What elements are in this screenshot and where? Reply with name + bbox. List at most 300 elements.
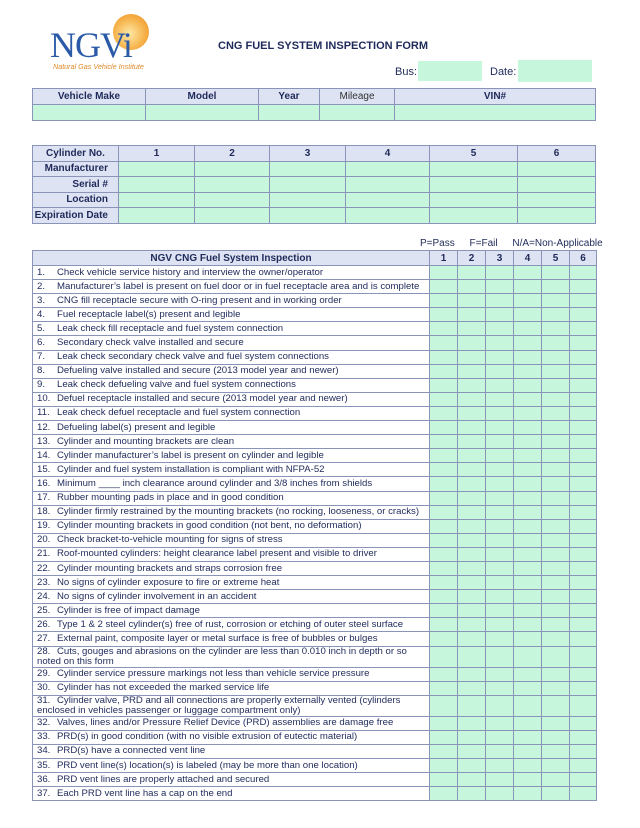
cylinder-cell[interactable] — [270, 177, 346, 193]
cylinder-cell[interactable] — [119, 177, 195, 193]
result-cell[interactable] — [486, 336, 514, 350]
result-cell[interactable] — [430, 435, 458, 449]
manufacturer-row-label: Manufacturer — [33, 161, 119, 177]
result-cell[interactable] — [430, 336, 458, 350]
result-cell[interactable] — [430, 646, 458, 667]
result-cell[interactable] — [430, 759, 458, 773]
result-cell[interactable] — [486, 421, 514, 435]
result-cell[interactable] — [514, 730, 542, 744]
result-cell[interactable] — [542, 590, 570, 604]
result-cell[interactable] — [430, 744, 458, 758]
result-cell[interactable] — [542, 695, 570, 716]
result-cell[interactable] — [570, 392, 597, 406]
result-cell[interactable] — [458, 364, 486, 378]
result-cell[interactable] — [570, 618, 597, 632]
result-cell[interactable] — [486, 773, 514, 787]
result-cell[interactable] — [570, 632, 597, 646]
result-cell[interactable] — [570, 533, 597, 547]
result-cell[interactable] — [430, 547, 458, 561]
result-cell[interactable] — [570, 695, 597, 716]
result-cell[interactable] — [458, 646, 486, 667]
result-cell[interactable] — [542, 730, 570, 744]
result-cell[interactable] — [486, 505, 514, 519]
inspection-item — [33, 336, 430, 350]
result-cell[interactable] — [458, 730, 486, 744]
result-cell[interactable] — [458, 406, 486, 420]
result-cell[interactable] — [430, 681, 458, 695]
result-cell[interactable] — [542, 336, 570, 350]
result-cell[interactable] — [542, 350, 570, 364]
result-cell[interactable] — [458, 449, 486, 463]
result-cell[interactable] — [430, 322, 458, 336]
cylinder-cell[interactable] — [518, 177, 596, 193]
result-cell[interactable] — [486, 266, 514, 280]
cylinder-cell[interactable] — [119, 161, 195, 177]
result-cell[interactable] — [570, 463, 597, 477]
result-cell[interactable] — [430, 280, 458, 294]
result-cell[interactable] — [430, 421, 458, 435]
result-cell[interactable] — [542, 294, 570, 308]
result-cell[interactable] — [514, 646, 542, 667]
result-cell[interactable] — [430, 378, 458, 392]
result-cell[interactable] — [570, 336, 597, 350]
result-cell[interactable] — [514, 322, 542, 336]
result-cell[interactable] — [570, 787, 597, 801]
inspection-row — [33, 533, 597, 547]
result-cell[interactable] — [570, 519, 597, 533]
result-cell[interactable] — [514, 308, 542, 322]
item-label: Leak check defuel receptacle and fuel system connection — [57, 407, 301, 419]
result-cell[interactable] — [570, 590, 597, 604]
result-cell[interactable] — [430, 294, 458, 308]
result-cell[interactable] — [430, 364, 458, 378]
cylinder-cell[interactable] — [195, 208, 270, 224]
item-number: 34. — [37, 745, 51, 757]
result-cell[interactable] — [570, 378, 597, 392]
item-number: 25. — [37, 604, 51, 616]
result-cell[interactable] — [542, 667, 570, 681]
result-cell[interactable] — [514, 280, 542, 294]
bus-input[interactable] — [418, 61, 482, 81]
result-cell[interactable] — [430, 618, 458, 632]
result-cell[interactable] — [430, 695, 458, 716]
year-input[interactable] — [259, 105, 320, 121]
result-cell[interactable] — [458, 590, 486, 604]
result-cell[interactable] — [570, 604, 597, 618]
result-cell[interactable] — [570, 266, 597, 280]
result-cell[interactable] — [486, 449, 514, 463]
result-cell[interactable] — [570, 547, 597, 561]
result-cell[interactable] — [542, 744, 570, 758]
inspection-row — [33, 681, 597, 695]
inspection-item — [33, 378, 430, 392]
result-cell[interactable] — [514, 435, 542, 449]
result-cell[interactable] — [542, 681, 570, 695]
result-cell[interactable] — [486, 378, 514, 392]
result-cell[interactable] — [458, 632, 486, 646]
result-cell[interactable] — [570, 646, 597, 667]
result-cell[interactable] — [486, 294, 514, 308]
result-cell[interactable] — [542, 505, 570, 519]
cylinder-cell[interactable] — [346, 177, 430, 193]
cylinder-cell[interactable] — [430, 177, 518, 193]
result-cell[interactable] — [542, 477, 570, 491]
result-cell[interactable] — [542, 716, 570, 730]
result-cell[interactable] — [542, 491, 570, 505]
cylinder-cell[interactable] — [195, 161, 270, 177]
result-cell[interactable] — [542, 280, 570, 294]
result-cell[interactable] — [486, 632, 514, 646]
result-cell[interactable] — [458, 533, 486, 547]
result-cell[interactable] — [486, 406, 514, 420]
result-cell[interactable] — [514, 561, 542, 575]
result-cell[interactable] — [542, 787, 570, 801]
item-label: Defueling valve installed and secure (2013 model year and newer) — [57, 365, 339, 377]
result-cell[interactable] — [486, 716, 514, 730]
result-cell[interactable] — [570, 773, 597, 787]
cylinder-cell[interactable] — [346, 208, 430, 224]
inspection-row — [33, 576, 597, 590]
logo-text: NGVi — [50, 25, 132, 65]
result-cell[interactable] — [514, 463, 542, 477]
result-cell[interactable] — [514, 350, 542, 364]
result-cell[interactable] — [430, 519, 458, 533]
item-number: 9. — [37, 379, 46, 391]
item-label: Leak check defueling valve and fuel system connections — [57, 379, 296, 391]
result-cell[interactable] — [430, 576, 458, 590]
result-cell[interactable] — [430, 449, 458, 463]
result-cell[interactable] — [486, 350, 514, 364]
result-cell[interactable] — [430, 716, 458, 730]
cylinder-cell[interactable] — [119, 208, 195, 224]
inspection-item — [33, 533, 430, 547]
result-cell[interactable] — [570, 681, 597, 695]
result-cell[interactable] — [514, 590, 542, 604]
mileage-input[interactable] — [320, 105, 395, 121]
cylinder-col-4: 4 — [346, 146, 430, 162]
result-cell[interactable] — [486, 308, 514, 322]
result-cell[interactable] — [458, 392, 486, 406]
result-cell[interactable] — [458, 744, 486, 758]
result-cell[interactable] — [542, 322, 570, 336]
result-cell[interactable] — [486, 364, 514, 378]
vin-input[interactable] — [395, 105, 596, 121]
item-number: 24. — [37, 590, 51, 602]
result-cell[interactable] — [458, 547, 486, 561]
result-cell[interactable] — [542, 547, 570, 561]
result-cell[interactable] — [486, 519, 514, 533]
cylinder-cell[interactable] — [430, 208, 518, 224]
result-cell[interactable] — [570, 322, 597, 336]
item-number: 17. — [37, 492, 51, 504]
vehicle-make-input[interactable] — [33, 105, 146, 121]
date-input[interactable] — [518, 60, 592, 82]
result-cell[interactable] — [514, 667, 542, 681]
result-cell[interactable] — [542, 378, 570, 392]
result-cell[interactable] — [542, 308, 570, 322]
result-cell[interactable] — [458, 266, 486, 280]
cylinder-cell[interactable] — [195, 177, 270, 193]
result-cell[interactable] — [542, 773, 570, 787]
result-cell[interactable] — [514, 378, 542, 392]
result-cell[interactable] — [486, 618, 514, 632]
result-cell[interactable] — [514, 618, 542, 632]
item-number: 2. — [37, 280, 46, 292]
result-cell[interactable] — [542, 266, 570, 280]
result-cell[interactable] — [570, 406, 597, 420]
result-cell[interactable] — [430, 632, 458, 646]
result-cell[interactable] — [542, 576, 570, 590]
result-cell[interactable] — [486, 491, 514, 505]
result-cell[interactable] — [542, 604, 570, 618]
item-label: Defuel receptacle installed and secure (2013 model year and newer) — [57, 393, 348, 405]
result-cell[interactable] — [486, 477, 514, 491]
result-cell[interactable] — [514, 266, 542, 280]
result-cell[interactable] — [486, 759, 514, 773]
result-cell[interactable] — [542, 519, 570, 533]
result-cell[interactable] — [430, 667, 458, 681]
result-cell[interactable] — [458, 491, 486, 505]
inspection-item — [33, 322, 430, 336]
result-cell[interactable] — [458, 280, 486, 294]
result-cell[interactable] — [486, 576, 514, 590]
result-cell[interactable] — [486, 590, 514, 604]
result-cell[interactable] — [542, 632, 570, 646]
result-cell[interactable] — [458, 561, 486, 575]
result-cell[interactable] — [570, 561, 597, 575]
result-cell[interactable] — [430, 308, 458, 322]
mileage-header: Mileage — [320, 89, 395, 105]
legend — [420, 238, 615, 249]
result-cell[interactable] — [486, 681, 514, 695]
result-cell[interactable] — [486, 561, 514, 575]
inspection-item — [33, 590, 430, 604]
result-cell[interactable] — [514, 477, 542, 491]
result-cell[interactable] — [458, 681, 486, 695]
result-cell[interactable] — [458, 519, 486, 533]
inspection-item — [33, 364, 430, 378]
result-cell[interactable] — [486, 533, 514, 547]
cylinder-cell[interactable] — [119, 192, 195, 208]
result-cell[interactable] — [458, 604, 486, 618]
result-cell[interactable] — [486, 646, 514, 667]
result-cell[interactable] — [430, 787, 458, 801]
result-cell[interactable] — [570, 491, 597, 505]
result-cell[interactable] — [570, 449, 597, 463]
inspection-item — [33, 308, 430, 322]
result-cell[interactable] — [514, 744, 542, 758]
result-cell[interactable] — [542, 392, 570, 406]
result-cell[interactable] — [570, 716, 597, 730]
result-cell[interactable] — [486, 744, 514, 758]
result-cell[interactable] — [430, 533, 458, 547]
cylinder-cell[interactable] — [346, 192, 430, 208]
result-cell[interactable] — [458, 618, 486, 632]
result-cell[interactable] — [514, 336, 542, 350]
result-cell[interactable] — [570, 350, 597, 364]
result-cell[interactable] — [486, 547, 514, 561]
result-cell[interactable] — [430, 350, 458, 364]
cylinder-cell[interactable] — [430, 192, 518, 208]
result-cell[interactable] — [458, 350, 486, 364]
result-cell[interactable] — [514, 392, 542, 406]
result-cell[interactable] — [514, 681, 542, 695]
result-cell[interactable] — [570, 308, 597, 322]
result-cell[interactable] — [430, 773, 458, 787]
result-cell[interactable] — [570, 421, 597, 435]
result-cell[interactable] — [458, 294, 486, 308]
result-cell[interactable] — [570, 364, 597, 378]
cylinder-cell[interactable] — [270, 192, 346, 208]
item-number: 20. — [37, 534, 51, 546]
cylinder-cell[interactable] — [518, 192, 596, 208]
result-cell[interactable] — [486, 667, 514, 681]
result-cell[interactable] — [514, 505, 542, 519]
result-cell[interactable] — [458, 505, 486, 519]
result-cell[interactable] — [542, 421, 570, 435]
cylinder-cell[interactable] — [270, 208, 346, 224]
result-cell[interactable] — [570, 280, 597, 294]
result-cell[interactable] — [430, 505, 458, 519]
result-cell[interactable] — [542, 364, 570, 378]
result-cell[interactable] — [458, 378, 486, 392]
cylinder-cell[interactable] — [346, 161, 430, 177]
result-cell[interactable] — [430, 604, 458, 618]
result-cell[interactable] — [486, 463, 514, 477]
inspection-col-2: 2 — [458, 251, 486, 266]
result-cell[interactable] — [458, 308, 486, 322]
result-cell[interactable] — [458, 322, 486, 336]
result-cell[interactable] — [514, 519, 542, 533]
result-cell[interactable] — [458, 773, 486, 787]
item-number: 11. — [37, 407, 50, 419]
cylinder-col-1: 1 — [119, 146, 195, 162]
inspection-row — [33, 787, 597, 801]
result-cell[interactable] — [542, 646, 570, 667]
result-cell[interactable] — [458, 759, 486, 773]
inspection-header: NGV CNG Fuel System Inspection — [33, 251, 430, 266]
result-cell[interactable] — [542, 435, 570, 449]
result-cell[interactable] — [542, 618, 570, 632]
result-cell[interactable] — [458, 421, 486, 435]
result-cell[interactable] — [542, 406, 570, 420]
result-cell[interactable] — [570, 294, 597, 308]
item-number: 10. — [37, 393, 51, 405]
result-cell[interactable] — [486, 730, 514, 744]
result-cell[interactable] — [514, 491, 542, 505]
model-input[interactable] — [146, 105, 259, 121]
inspection-item — [33, 759, 430, 773]
result-cell[interactable] — [486, 787, 514, 801]
result-cell[interactable] — [486, 695, 514, 716]
cylinder-cell[interactable] — [430, 161, 518, 177]
result-cell[interactable] — [570, 730, 597, 744]
item-number: 16. — [37, 477, 51, 489]
result-cell[interactable] — [458, 463, 486, 477]
result-cell[interactable] — [542, 463, 570, 477]
result-cell[interactable] — [542, 533, 570, 547]
result-cell[interactable] — [458, 576, 486, 590]
result-cell[interactable] — [570, 759, 597, 773]
result-cell[interactable] — [514, 294, 542, 308]
result-cell[interactable] — [514, 547, 542, 561]
cylinder-cell[interactable] — [195, 192, 270, 208]
result-cell[interactable] — [430, 463, 458, 477]
result-cell[interactable] — [514, 604, 542, 618]
result-cell[interactable] — [514, 364, 542, 378]
inspection-row — [33, 421, 597, 435]
result-cell[interactable] — [430, 477, 458, 491]
result-cell[interactable] — [430, 730, 458, 744]
result-cell[interactable] — [458, 336, 486, 350]
result-cell[interactable] — [514, 716, 542, 730]
legend-na: N/A=Non-Applicable — [512, 238, 603, 249]
inspection-row — [33, 463, 597, 477]
result-cell[interactable] — [430, 266, 458, 280]
result-cell[interactable] — [514, 787, 542, 801]
result-cell[interactable] — [514, 421, 542, 435]
result-cell[interactable] — [514, 576, 542, 590]
result-cell[interactable] — [514, 533, 542, 547]
cylinder-cell[interactable] — [518, 208, 596, 224]
result-cell[interactable] — [430, 491, 458, 505]
result-cell[interactable] — [542, 449, 570, 463]
result-cell[interactable] — [486, 322, 514, 336]
cylinder-cell[interactable] — [518, 161, 596, 177]
result-cell[interactable] — [458, 787, 486, 801]
result-cell[interactable] — [458, 716, 486, 730]
item-label: No signs of cylinder exposure to fire or extreme heat — [57, 576, 280, 588]
result-cell[interactable] — [458, 477, 486, 491]
result-cell[interactable] — [486, 392, 514, 406]
result-cell[interactable] — [542, 561, 570, 575]
result-cell[interactable] — [486, 604, 514, 618]
item-label: PRD(s) have a connected vent line — [57, 745, 206, 757]
result-cell[interactable] — [514, 695, 542, 716]
result-cell[interactable] — [458, 667, 486, 681]
result-cell[interactable] — [430, 406, 458, 420]
item-number: 3. — [37, 294, 46, 306]
inspection-row — [33, 618, 597, 632]
cylinder-cell[interactable] — [270, 161, 346, 177]
result-cell[interactable] — [486, 435, 514, 449]
result-cell[interactable] — [570, 576, 597, 590]
result-cell[interactable] — [570, 477, 597, 491]
inspection-row — [33, 716, 597, 730]
result-cell[interactable] — [570, 667, 597, 681]
result-cell[interactable] — [430, 561, 458, 575]
serial-row-label: Serial # — [33, 177, 119, 193]
result-cell[interactable] — [570, 505, 597, 519]
model-header: Model — [146, 89, 259, 105]
result-cell[interactable] — [514, 773, 542, 787]
result-cell[interactable] — [430, 392, 458, 406]
result-cell[interactable] — [570, 744, 597, 758]
result-cell[interactable] — [486, 280, 514, 294]
item-number: 18. — [37, 506, 51, 518]
result-cell[interactable] — [514, 449, 542, 463]
result-cell[interactable] — [458, 435, 486, 449]
result-cell[interactable] — [514, 759, 542, 773]
inspection-row — [33, 505, 597, 519]
result-cell[interactable] — [514, 406, 542, 420]
result-cell[interactable] — [458, 695, 486, 716]
result-cell[interactable] — [430, 590, 458, 604]
result-cell[interactable] — [570, 435, 597, 449]
inspection-row — [33, 364, 597, 378]
result-cell[interactable] — [514, 632, 542, 646]
result-cell[interactable] — [542, 759, 570, 773]
